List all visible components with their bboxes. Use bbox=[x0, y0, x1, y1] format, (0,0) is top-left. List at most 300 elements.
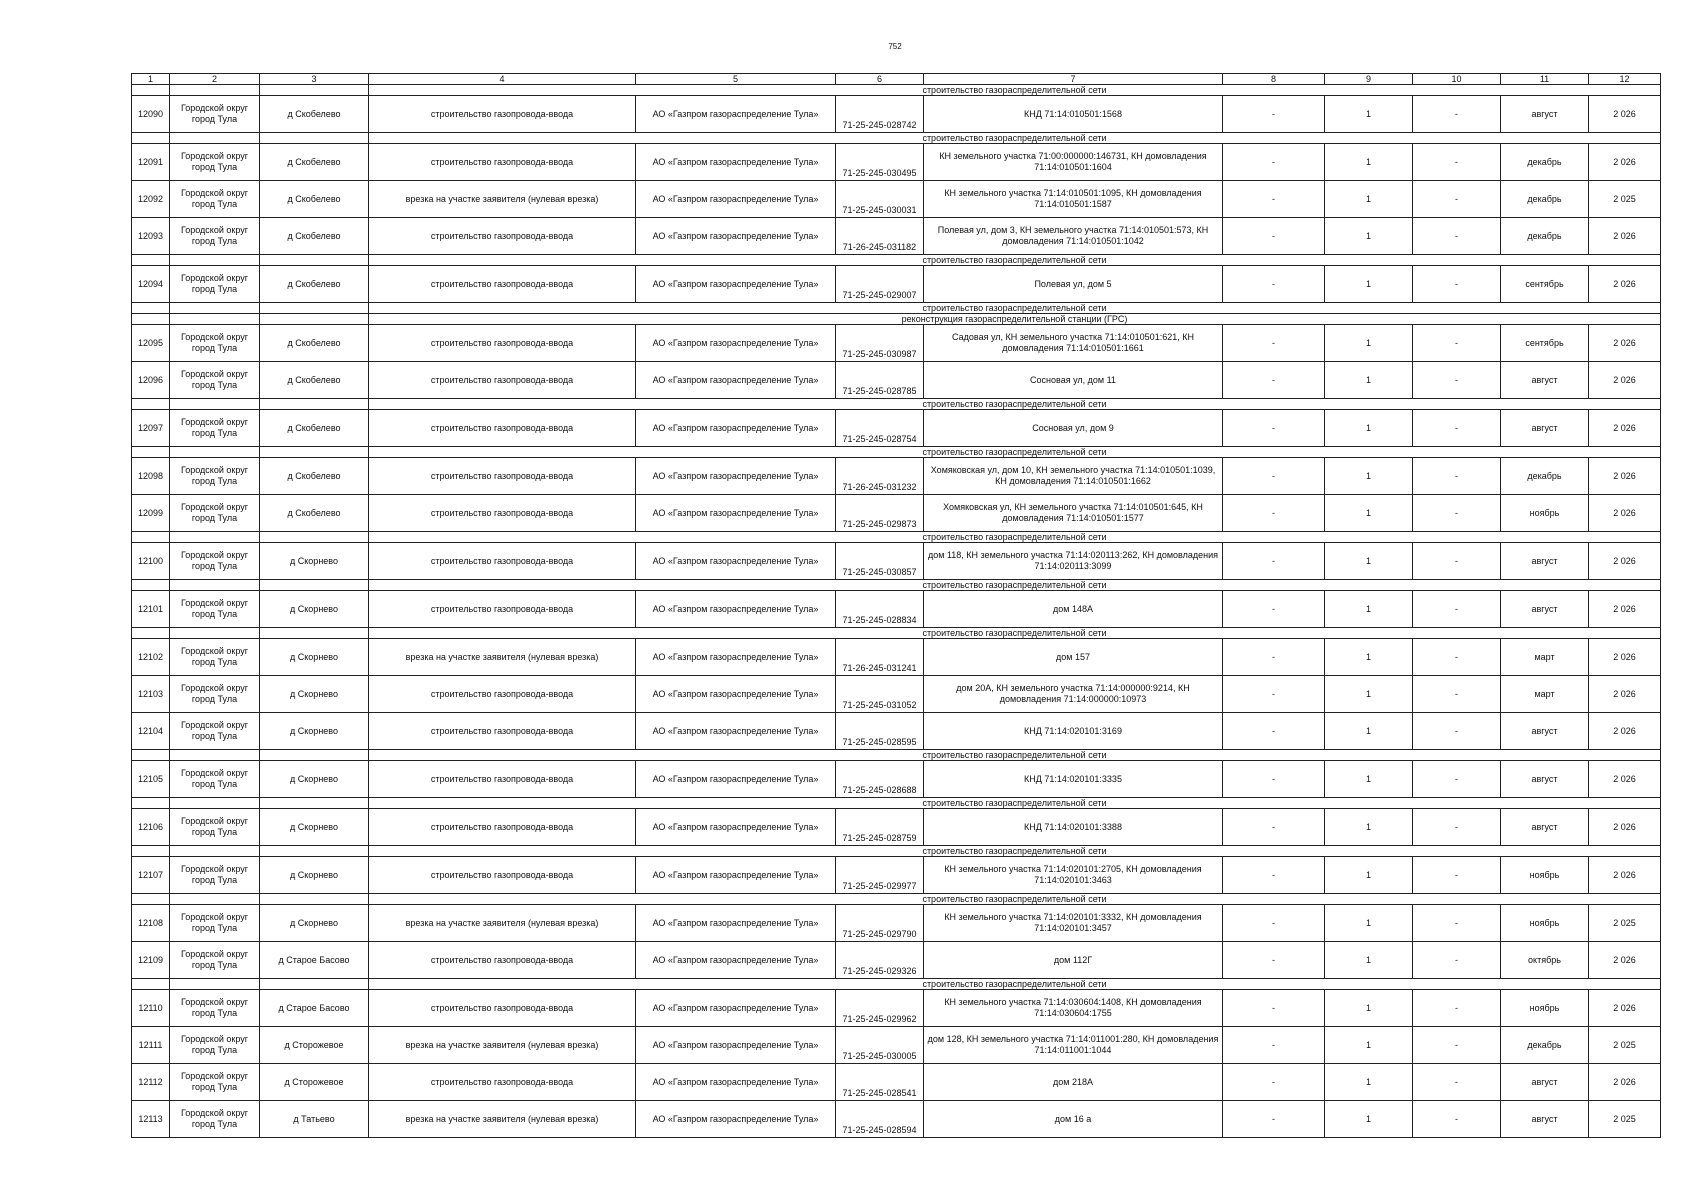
row-number-cell: 12099 bbox=[132, 495, 170, 532]
table-row bbox=[132, 144, 1661, 181]
col-10-cell: - bbox=[1413, 1027, 1501, 1064]
year-cell: 2 026 bbox=[1589, 713, 1661, 750]
count-cell: 1 bbox=[1325, 857, 1413, 894]
organization-cell: АО «Газпром газораспределение Тула» bbox=[636, 990, 836, 1027]
settlement-cell: д Скобелево bbox=[260, 266, 369, 303]
month-cell: август bbox=[1501, 96, 1589, 133]
table-row bbox=[132, 905, 1661, 942]
table-row bbox=[132, 362, 1661, 399]
application-number-cell: 71-25-245-030005 bbox=[836, 1027, 924, 1064]
address-cell: дом 118, КН земельного участка 71:14:020113:262, КН домовладения 71:14:020113:3099 bbox=[924, 543, 1223, 580]
count-cell: 1 bbox=[1325, 639, 1413, 676]
header-cell-9: 9 bbox=[1325, 74, 1413, 85]
col-8-cell: - bbox=[1223, 591, 1325, 628]
section-empty-cell bbox=[260, 979, 369, 990]
year-cell: 2 025 bbox=[1589, 1101, 1661, 1138]
organization-cell: АО «Газпром газораспределение Тула» bbox=[636, 266, 836, 303]
month-cell: август bbox=[1501, 809, 1589, 846]
year-cell: 2 025 bbox=[1589, 1027, 1661, 1064]
col-8-cell: - bbox=[1223, 266, 1325, 303]
year-cell: 2 026 bbox=[1589, 990, 1661, 1027]
row-number-cell: 12096 bbox=[132, 362, 170, 399]
col-10-cell: - bbox=[1413, 1064, 1501, 1101]
table-row bbox=[132, 325, 1661, 362]
col-8-cell: - bbox=[1223, 639, 1325, 676]
section-empty-cell bbox=[132, 979, 170, 990]
organization-cell: АО «Газпром газораспределение Тула» bbox=[636, 543, 836, 580]
application-number-cell: 71-25-245-029962 bbox=[836, 990, 924, 1027]
count-cell: 1 bbox=[1325, 495, 1413, 532]
year-cell: 2 026 bbox=[1589, 144, 1661, 181]
header-cell-12: 12 bbox=[1589, 74, 1661, 85]
table-row bbox=[132, 1064, 1661, 1101]
section-empty-cell bbox=[170, 979, 260, 990]
col-8-cell: - bbox=[1223, 543, 1325, 580]
month-cell: сентябрь bbox=[1501, 325, 1589, 362]
municipality-cell: Городской округ город Тула bbox=[170, 591, 260, 628]
year-cell: 2 026 bbox=[1589, 857, 1661, 894]
section-empty-cell bbox=[132, 846, 170, 857]
count-cell: 1 bbox=[1325, 942, 1413, 979]
col-10-cell: - bbox=[1413, 218, 1501, 255]
section-row bbox=[132, 846, 1661, 857]
section-empty-cell bbox=[132, 303, 170, 314]
work-type-cell: строительство газопровода-ввода bbox=[369, 990, 636, 1027]
settlement-cell: д Скобелево bbox=[260, 410, 369, 447]
address-cell: КН земельного участка 71:14:020101:3332, КН домовладения 71:14:020101:3457 bbox=[924, 905, 1223, 942]
month-cell: август bbox=[1501, 1064, 1589, 1101]
row-number-cell: 12104 bbox=[132, 713, 170, 750]
section-title: строительство газораспределительной сети bbox=[369, 894, 1661, 905]
month-cell: август bbox=[1501, 543, 1589, 580]
row-number-cell: 12101 bbox=[132, 591, 170, 628]
row-number-cell: 12113 bbox=[132, 1101, 170, 1138]
table-row bbox=[132, 495, 1661, 532]
organization-cell: АО «Газпром газораспределение Тула» bbox=[636, 410, 836, 447]
header-cell-3: 3 bbox=[260, 74, 369, 85]
count-cell: 1 bbox=[1325, 1064, 1413, 1101]
section-empty-cell bbox=[260, 894, 369, 905]
col-10-cell: - bbox=[1413, 857, 1501, 894]
settlement-cell: д Татьево bbox=[260, 1101, 369, 1138]
work-type-cell: строительство газопровода-ввода bbox=[369, 761, 636, 798]
row-number-cell: 12112 bbox=[132, 1064, 170, 1101]
table-row bbox=[132, 809, 1661, 846]
row-number-cell: 12103 bbox=[132, 676, 170, 713]
section-title: строительство газораспределительной сети bbox=[369, 85, 1661, 96]
count-cell: 1 bbox=[1325, 713, 1413, 750]
section-empty-cell bbox=[132, 447, 170, 458]
address-cell: Хомяковская ул, КН земельного участка 71:14:010501:645, КН домовладения 71:14:010501:1577 bbox=[924, 495, 1223, 532]
col-10-cell: - bbox=[1413, 181, 1501, 218]
month-cell: декабрь bbox=[1501, 218, 1589, 255]
work-type-cell: строительство газопровода-ввода bbox=[369, 495, 636, 532]
application-number-cell: 71-25-245-028594 bbox=[836, 1101, 924, 1138]
count-cell: 1 bbox=[1325, 325, 1413, 362]
organization-cell: АО «Газпром газораспределение Тула» bbox=[636, 1101, 836, 1138]
page-number: 752 bbox=[888, 42, 902, 51]
col-10-cell: - bbox=[1413, 410, 1501, 447]
settlement-cell: д Скобелево bbox=[260, 495, 369, 532]
col-8-cell: - bbox=[1223, 96, 1325, 133]
work-type-cell: строительство газопровода-ввода bbox=[369, 362, 636, 399]
section-empty-cell bbox=[260, 85, 369, 96]
count-cell: 1 bbox=[1325, 676, 1413, 713]
section-title: строительство газораспределительной сети bbox=[369, 798, 1661, 809]
section-row bbox=[132, 133, 1661, 144]
header-cell-7: 7 bbox=[924, 74, 1223, 85]
col-8-cell: - bbox=[1223, 905, 1325, 942]
section-empty-cell bbox=[170, 532, 260, 543]
col-10-cell: - bbox=[1413, 325, 1501, 362]
municipality-cell: Городской округ город Тула bbox=[170, 543, 260, 580]
header-cell-1: 1 bbox=[132, 74, 170, 85]
settlement-cell: д Старое Басово bbox=[260, 942, 369, 979]
row-number-cell: 12107 bbox=[132, 857, 170, 894]
application-number-cell: 71-25-245-028759 bbox=[836, 809, 924, 846]
municipality-cell: Городской округ город Тула bbox=[170, 905, 260, 942]
col-10-cell: - bbox=[1413, 144, 1501, 181]
table-row bbox=[132, 96, 1661, 133]
count-cell: 1 bbox=[1325, 591, 1413, 628]
municipality-cell: Городской округ город Тула bbox=[170, 761, 260, 798]
table-row bbox=[132, 857, 1661, 894]
count-cell: 1 bbox=[1325, 543, 1413, 580]
year-cell: 2 026 bbox=[1589, 362, 1661, 399]
section-empty-cell bbox=[260, 532, 369, 543]
address-cell: дом 128, КН земельного участка 71:14:011001:280, КН домовладения 71:14:011001:1044 bbox=[924, 1027, 1223, 1064]
col-10-cell: - bbox=[1413, 639, 1501, 676]
municipality-cell: Городской округ город Тула bbox=[170, 639, 260, 676]
municipality-cell: Городской округ город Тула bbox=[170, 713, 260, 750]
organization-cell: АО «Газпром газораспределение Тула» bbox=[636, 325, 836, 362]
section-empty-cell bbox=[132, 133, 170, 144]
year-cell: 2 026 bbox=[1589, 761, 1661, 798]
work-type-cell: строительство газопровода-ввода bbox=[369, 144, 636, 181]
settlement-cell: д Скорнево bbox=[260, 591, 369, 628]
organization-cell: АО «Газпром газораспределение Тула» bbox=[636, 1064, 836, 1101]
work-type-cell: строительство газопровода-ввода bbox=[369, 857, 636, 894]
count-cell: 1 bbox=[1325, 144, 1413, 181]
year-cell: 2 026 bbox=[1589, 495, 1661, 532]
settlement-cell: д Скобелево bbox=[260, 218, 369, 255]
address-cell: КН земельного участка 71:14:020101:2705, КН домовладения 71:14:020101:3463 bbox=[924, 857, 1223, 894]
col-10-cell: - bbox=[1413, 96, 1501, 133]
application-number-cell: 71-25-245-028754 bbox=[836, 410, 924, 447]
application-number-cell: 71-25-245-031052 bbox=[836, 676, 924, 713]
row-number-cell: 12102 bbox=[132, 639, 170, 676]
address-cell: дом 218А bbox=[924, 1064, 1223, 1101]
section-title: строительство газораспределительной сети bbox=[369, 750, 1661, 761]
year-cell: 2 026 bbox=[1589, 1064, 1661, 1101]
month-cell: декабрь bbox=[1501, 181, 1589, 218]
col-10-cell: - bbox=[1413, 458, 1501, 495]
col-8-cell: - bbox=[1223, 362, 1325, 399]
address-cell: дом 16 а bbox=[924, 1101, 1223, 1138]
work-type-cell: врезка на участке заявителя (нулевая врезка) bbox=[369, 181, 636, 218]
header-cell-4: 4 bbox=[369, 74, 636, 85]
table-row bbox=[132, 1101, 1661, 1138]
settlement-cell: д Сторожевое bbox=[260, 1064, 369, 1101]
organization-cell: АО «Газпром газораспределение Тула» bbox=[636, 639, 836, 676]
count-cell: 1 bbox=[1325, 990, 1413, 1027]
section-empty-cell bbox=[170, 580, 260, 591]
count-cell: 1 bbox=[1325, 905, 1413, 942]
header-cell-2: 2 bbox=[170, 74, 260, 85]
count-cell: 1 bbox=[1325, 362, 1413, 399]
section-empty-cell bbox=[260, 750, 369, 761]
section-empty-cell bbox=[170, 303, 260, 314]
col-8-cell: - bbox=[1223, 181, 1325, 218]
organization-cell: АО «Газпром газораспределение Тула» bbox=[636, 458, 836, 495]
settlement-cell: д Скорнево bbox=[260, 761, 369, 798]
address-cell: дом 157 bbox=[924, 639, 1223, 676]
address-cell: КН земельного участка 71:00:000000:146731, КН домовладения 71:14:010501:1604 bbox=[924, 144, 1223, 181]
section-empty-cell bbox=[170, 399, 260, 410]
table-row bbox=[132, 942, 1661, 979]
month-cell: декабрь bbox=[1501, 144, 1589, 181]
municipality-cell: Городской округ город Тула bbox=[170, 266, 260, 303]
application-number-cell: 71-26-245-031182 bbox=[836, 218, 924, 255]
section-empty-cell bbox=[260, 447, 369, 458]
year-cell: 2 026 bbox=[1589, 458, 1661, 495]
settlement-cell: д Скорнево bbox=[260, 905, 369, 942]
year-cell: 2 026 bbox=[1589, 410, 1661, 447]
municipality-cell: Городской округ город Тула bbox=[170, 495, 260, 532]
settlement-cell: д Старое Басово bbox=[260, 990, 369, 1027]
col-8-cell: - bbox=[1223, 1064, 1325, 1101]
organization-cell: АО «Газпром газораспределение Тула» bbox=[636, 942, 836, 979]
col-8-cell: - bbox=[1223, 458, 1325, 495]
section-empty-cell bbox=[132, 580, 170, 591]
section-title: строительство газораспределительной сети bbox=[369, 628, 1661, 639]
organization-cell: АО «Газпром газораспределение Тула» bbox=[636, 96, 836, 133]
section-row bbox=[132, 580, 1661, 591]
section-title: строительство газораспределительной сети bbox=[369, 303, 1661, 314]
work-type-cell: строительство газопровода-ввода bbox=[369, 218, 636, 255]
section-empty-cell bbox=[170, 894, 260, 905]
application-number-cell: 71-25-245-028742 bbox=[836, 96, 924, 133]
section-empty-cell bbox=[260, 133, 369, 144]
municipality-cell: Городской округ город Тула bbox=[170, 325, 260, 362]
section-empty-cell bbox=[170, 628, 260, 639]
month-cell: декабрь bbox=[1501, 1027, 1589, 1064]
address-cell: Садовая ул, КН земельного участка 71:14:010501:621, КН домовладения 71:14:010501:1661 bbox=[924, 325, 1223, 362]
municipality-cell: Городской округ город Тула bbox=[170, 362, 260, 399]
header-cell-6: 6 bbox=[836, 74, 924, 85]
address-cell: Полевая ул, дом 3, КН земельного участка 71:14:010501:573, КН домовладения 71:14:010501:1042 bbox=[924, 218, 1223, 255]
application-number-cell: 71-26-245-031232 bbox=[836, 458, 924, 495]
settlement-cell: д Скобелево bbox=[260, 325, 369, 362]
table-row bbox=[132, 543, 1661, 580]
organization-cell: АО «Газпром газораспределение Тула» bbox=[636, 144, 836, 181]
count-cell: 1 bbox=[1325, 410, 1413, 447]
month-cell: август bbox=[1501, 1101, 1589, 1138]
section-row bbox=[132, 979, 1661, 990]
month-cell: октябрь bbox=[1501, 942, 1589, 979]
section-row bbox=[132, 532, 1661, 543]
section-empty-cell bbox=[260, 798, 369, 809]
table-row bbox=[132, 990, 1661, 1027]
section-empty-cell bbox=[260, 255, 369, 266]
organization-cell: АО «Газпром газораспределение Тула» bbox=[636, 591, 836, 628]
municipality-cell: Городской округ город Тула bbox=[170, 1027, 260, 1064]
month-cell: ноябрь bbox=[1501, 905, 1589, 942]
col-8-cell: - bbox=[1223, 495, 1325, 532]
header-cell-5: 5 bbox=[636, 74, 836, 85]
address-cell: дом 20А, КН земельного участка 71:14:000000:9214, КН домовладения 71:14:000000:10973 bbox=[924, 676, 1223, 713]
month-cell: декабрь bbox=[1501, 458, 1589, 495]
count-cell: 1 bbox=[1325, 181, 1413, 218]
table-row bbox=[132, 266, 1661, 303]
table-row bbox=[132, 410, 1661, 447]
col-8-cell: - bbox=[1223, 942, 1325, 979]
address-cell: дом 148А bbox=[924, 591, 1223, 628]
section-empty-cell bbox=[132, 399, 170, 410]
section-row bbox=[132, 628, 1661, 639]
section-empty-cell bbox=[132, 894, 170, 905]
section-empty-cell bbox=[132, 628, 170, 639]
month-cell: сентябрь bbox=[1501, 266, 1589, 303]
section-empty-cell bbox=[260, 628, 369, 639]
organization-cell: АО «Газпром газораспределение Тула» bbox=[636, 362, 836, 399]
year-cell: 2 026 bbox=[1589, 676, 1661, 713]
organization-cell: АО «Газпром газораспределение Тула» bbox=[636, 495, 836, 532]
year-cell: 2 026 bbox=[1589, 266, 1661, 303]
work-type-cell: строительство газопровода-ввода bbox=[369, 325, 636, 362]
settlement-cell: д Скобелево bbox=[260, 362, 369, 399]
year-cell: 2 025 bbox=[1589, 181, 1661, 218]
header-row bbox=[132, 74, 1661, 85]
work-type-cell: строительство газопровода-ввода bbox=[369, 410, 636, 447]
col-8-cell: - bbox=[1223, 410, 1325, 447]
col-8-cell: - bbox=[1223, 713, 1325, 750]
address-cell: Сосновая ул, дом 11 bbox=[924, 362, 1223, 399]
row-number-cell: 12095 bbox=[132, 325, 170, 362]
table-row bbox=[132, 1027, 1661, 1064]
col-8-cell: - bbox=[1223, 218, 1325, 255]
register-table bbox=[131, 73, 1661, 1138]
organization-cell: АО «Газпром газораспределение Тула» bbox=[636, 905, 836, 942]
year-cell: 2 026 bbox=[1589, 809, 1661, 846]
address-cell: КНД 71:14:010501:1568 bbox=[924, 96, 1223, 133]
municipality-cell: Городской округ город Тула bbox=[170, 181, 260, 218]
work-type-cell: строительство газопровода-ввода bbox=[369, 591, 636, 628]
section-empty-cell bbox=[170, 447, 260, 458]
section-row bbox=[132, 85, 1661, 96]
work-type-cell: врезка на участке заявителя (нулевая врезка) bbox=[369, 905, 636, 942]
col-10-cell: - bbox=[1413, 1101, 1501, 1138]
col-10-cell: - bbox=[1413, 905, 1501, 942]
count-cell: 1 bbox=[1325, 458, 1413, 495]
work-type-cell: строительство газопровода-ввода bbox=[369, 713, 636, 750]
count-cell: 1 bbox=[1325, 1101, 1413, 1138]
municipality-cell: Городской округ город Тула bbox=[170, 96, 260, 133]
settlement-cell: д Скобелево bbox=[260, 181, 369, 218]
work-type-cell: строительство газопровода-ввода bbox=[369, 96, 636, 133]
application-number-cell: 71-25-245-029007 bbox=[836, 266, 924, 303]
application-number-cell: 71-25-245-028595 bbox=[836, 713, 924, 750]
section-empty-cell bbox=[260, 303, 369, 314]
table-row bbox=[132, 676, 1661, 713]
col-8-cell: - bbox=[1223, 144, 1325, 181]
section-row bbox=[132, 399, 1661, 410]
address-cell: КНД 71:14:020101:3335 bbox=[924, 761, 1223, 798]
row-number-cell: 12094 bbox=[132, 266, 170, 303]
work-type-cell: строительство газопровода-ввода bbox=[369, 676, 636, 713]
year-cell: 2 025 bbox=[1589, 905, 1661, 942]
settlement-cell: д Скорнево bbox=[260, 543, 369, 580]
col-8-cell: - bbox=[1223, 676, 1325, 713]
application-number-cell: 71-25-245-029873 bbox=[836, 495, 924, 532]
table-row bbox=[132, 181, 1661, 218]
application-number-cell: 71-25-245-029790 bbox=[836, 905, 924, 942]
row-number-cell: 12108 bbox=[132, 905, 170, 942]
row-number-cell: 12100 bbox=[132, 543, 170, 580]
section-title: реконструкция газораспределительной станции (ГРС) bbox=[369, 314, 1661, 325]
address-cell: КН земельного участка 71:14:010501:1095, КН домовладения 71:14:010501:1587 bbox=[924, 181, 1223, 218]
section-title: строительство газораспределительной сети bbox=[369, 255, 1661, 266]
application-number-cell: 71-25-245-029977 bbox=[836, 857, 924, 894]
section-empty-cell bbox=[170, 314, 260, 325]
month-cell: ноябрь bbox=[1501, 495, 1589, 532]
application-number-cell: 71-25-245-028541 bbox=[836, 1064, 924, 1101]
row-number-cell: 12091 bbox=[132, 144, 170, 181]
address-cell: КНД 71:14:020101:3169 bbox=[924, 713, 1223, 750]
col-8-cell: - bbox=[1223, 809, 1325, 846]
section-empty-cell bbox=[170, 750, 260, 761]
organization-cell: АО «Газпром газораспределение Тула» bbox=[636, 809, 836, 846]
section-row bbox=[132, 798, 1661, 809]
section-row bbox=[132, 447, 1661, 458]
municipality-cell: Городской округ город Тула bbox=[170, 1101, 260, 1138]
application-number-cell: 71-25-245-030987 bbox=[836, 325, 924, 362]
table-row bbox=[132, 713, 1661, 750]
settlement-cell: д Скорнево bbox=[260, 639, 369, 676]
section-row bbox=[132, 314, 1661, 325]
section-empty-cell bbox=[260, 580, 369, 591]
col-8-cell: - bbox=[1223, 1101, 1325, 1138]
col-10-cell: - bbox=[1413, 713, 1501, 750]
application-number-cell: 71-25-245-030031 bbox=[836, 181, 924, 218]
month-cell: август bbox=[1501, 713, 1589, 750]
work-type-cell: строительство газопровода-ввода bbox=[369, 1064, 636, 1101]
organization-cell: АО «Газпром газораспределение Тула» bbox=[636, 857, 836, 894]
col-8-cell: - bbox=[1223, 857, 1325, 894]
section-title: строительство газораспределительной сети bbox=[369, 846, 1661, 857]
section-empty-cell bbox=[170, 846, 260, 857]
settlement-cell: д Скорнево bbox=[260, 857, 369, 894]
col-8-cell: - bbox=[1223, 990, 1325, 1027]
table-row bbox=[132, 639, 1661, 676]
application-number-cell: 71-25-245-030857 bbox=[836, 543, 924, 580]
section-empty-cell bbox=[132, 314, 170, 325]
year-cell: 2 026 bbox=[1589, 639, 1661, 676]
settlement-cell: д Скобелево bbox=[260, 144, 369, 181]
municipality-cell: Городской округ город Тула bbox=[170, 809, 260, 846]
section-empty-cell bbox=[260, 314, 369, 325]
section-empty-cell bbox=[132, 85, 170, 96]
work-type-cell: врезка на участке заявителя (нулевая врезка) bbox=[369, 639, 636, 676]
settlement-cell: д Скобелево bbox=[260, 458, 369, 495]
col-10-cell: - bbox=[1413, 591, 1501, 628]
row-number-cell: 12097 bbox=[132, 410, 170, 447]
year-cell: 2 026 bbox=[1589, 543, 1661, 580]
col-8-cell: - bbox=[1223, 761, 1325, 798]
municipality-cell: Городской округ город Тула bbox=[170, 218, 260, 255]
application-number-cell: 71-25-245-028688 bbox=[836, 761, 924, 798]
col-10-cell: - bbox=[1413, 990, 1501, 1027]
